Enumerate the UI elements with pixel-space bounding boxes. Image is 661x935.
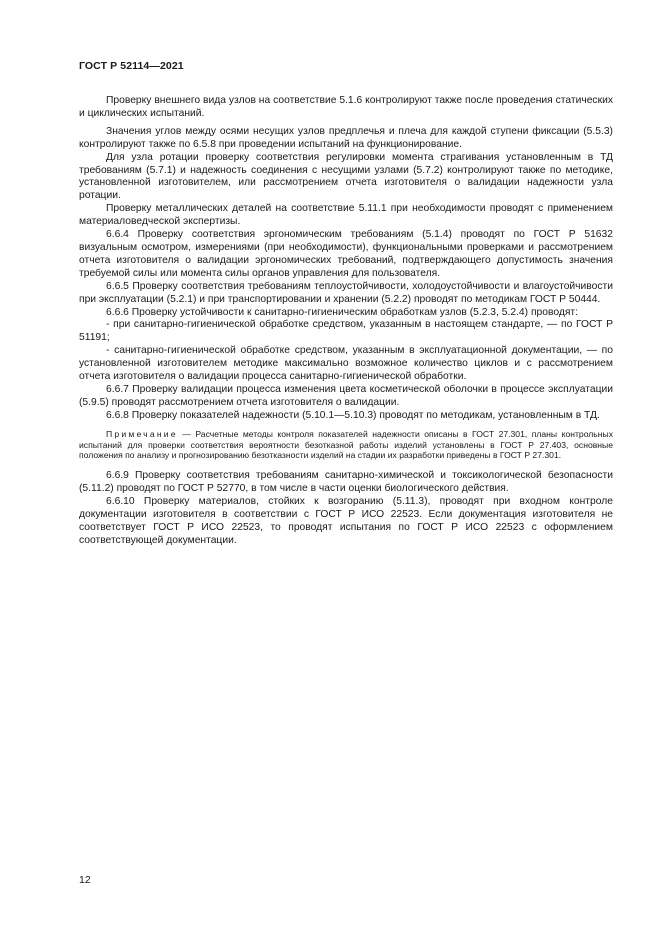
paragraph-6-6-10: 6.6.10 Проверку материалов, стойких к возгоранию (5.11.3), проводят при входном контроле документации изготовителя в соответствии с ГОСТ Р ИСО 22523. Если документация изготовителя не соответствует ГОСТ Р ИСО 22523, то проводят испытания по ГОСТ Р ИСО 22523 с оформлением соответствующей документации. xyxy=(79,496,613,546)
paragraph-6-6-8: 6.6.8 Проверку показателей надежности (5.10.1—5.10.3) проводят по методикам, установленным в ТД. xyxy=(106,409,600,421)
paragraph-6-6-9: 6.6.9 Проверку соответствия требованиям санитарно-химической и токсикологической безопасности (5.11.2) проводят по ГОСТ Р 52770, в том числе в части оценки биологического действия. xyxy=(79,470,613,495)
paragraph-angle-values: Значения углов между осями несущих узлов предплечья и плеча для каждой ступени фиксации (5.5.3) контролируют также по 6.5.8 при проведении испытаний на функционирование. xyxy=(79,125,613,150)
page-number: 12 xyxy=(79,874,91,886)
paragraph-visual-inspection: Проверку внешнего вида узлов на соответствие 5.1.6 контролируют также после проведения статических и циклических испытаний. xyxy=(79,95,613,119)
note-label: Примечание xyxy=(106,428,178,439)
paragraph-6-6-5: 6.6.5 Проверку соответствия требованиям теплоустойчивости, холодоустойчивости и влагоустойчивости при эксплуатации (5.2.1) и при транспортировании и хранении (5.2.2) проводят по методикам ГОСТ Р 50444. xyxy=(79,280,613,305)
paragraph-6-6-7: 6.6.7 Проверку валидации процесса изменения цвета косметической оболочки в процессе эксплуатации (5.9.5) проводят рассмотрением отчета изготовителя о валидации. xyxy=(79,383,613,408)
paragraph-metal-parts: Проверку металлических деталей на соответствие 5.11.1 при необходимости проводят с применением материаловедческой экспертизы. xyxy=(79,203,613,228)
note-text: — Расчетные методы контроля показателей надежности описаны в ГОСТ 27.301, планы контрольных испытаний для проверки соответствия вероятности безотказной работы изделий установлены в ГОСТ Р 27.403, основные положения по анализу и прогнозированию безотказности изделий на стадии их разработки приведены в ГОСТ Р 27.301. xyxy=(79,428,613,461)
paragraph-6-6-4: 6.6.4 Проверку соответствия эргономическим требованиям (5.1.4) проводят по ГОСТ Р 51632 визуальным осмотром, измерениями (при необходимости), функциональными проверками и рассмотрением отчета изготовителя о валидации эргономических требований, подтверждающего допустимость значения требуемой силы или момента силы органов управления для пользователя. xyxy=(79,229,613,279)
document-body xyxy=(79,95,613,548)
paragraph-6-6-6: 6.6.6 Проверку устойчивости к санитарно-гигиеническим обработкам узлов (5.2.3, 5.2.4) проводят: xyxy=(106,306,578,318)
note xyxy=(79,429,613,462)
list-item-sanitary-standard: - при санитарно-гигиенической обработке средством, указанным в настоящем стандарте, — по ГОСТ Р 51191; xyxy=(79,319,613,344)
document-code-header: ГОСТ Р 52114—2021 xyxy=(79,60,184,72)
list-item-sanitary-manufacturer: - санитарно-гигиенической обработке средством, указанным в эксплуатационной документации, — по установленной изготовителем методике максимально возможное количество циклов и с рассмотрением отчета изготовителя о валидации процесса санитарно-гигиенической обработки. xyxy=(79,345,613,383)
paragraph-rotation-unit: Для узла ротации проверку соответствия регулировки момента страгивания установленным в ТД требованиям (5.7.1) и надежность соединения с несущими узлами (5.7.2) контролируют также по методике, установленной изготовителем, или рассмотрением отчета изготовителя о валидации надежности узла ротации. xyxy=(79,151,613,202)
